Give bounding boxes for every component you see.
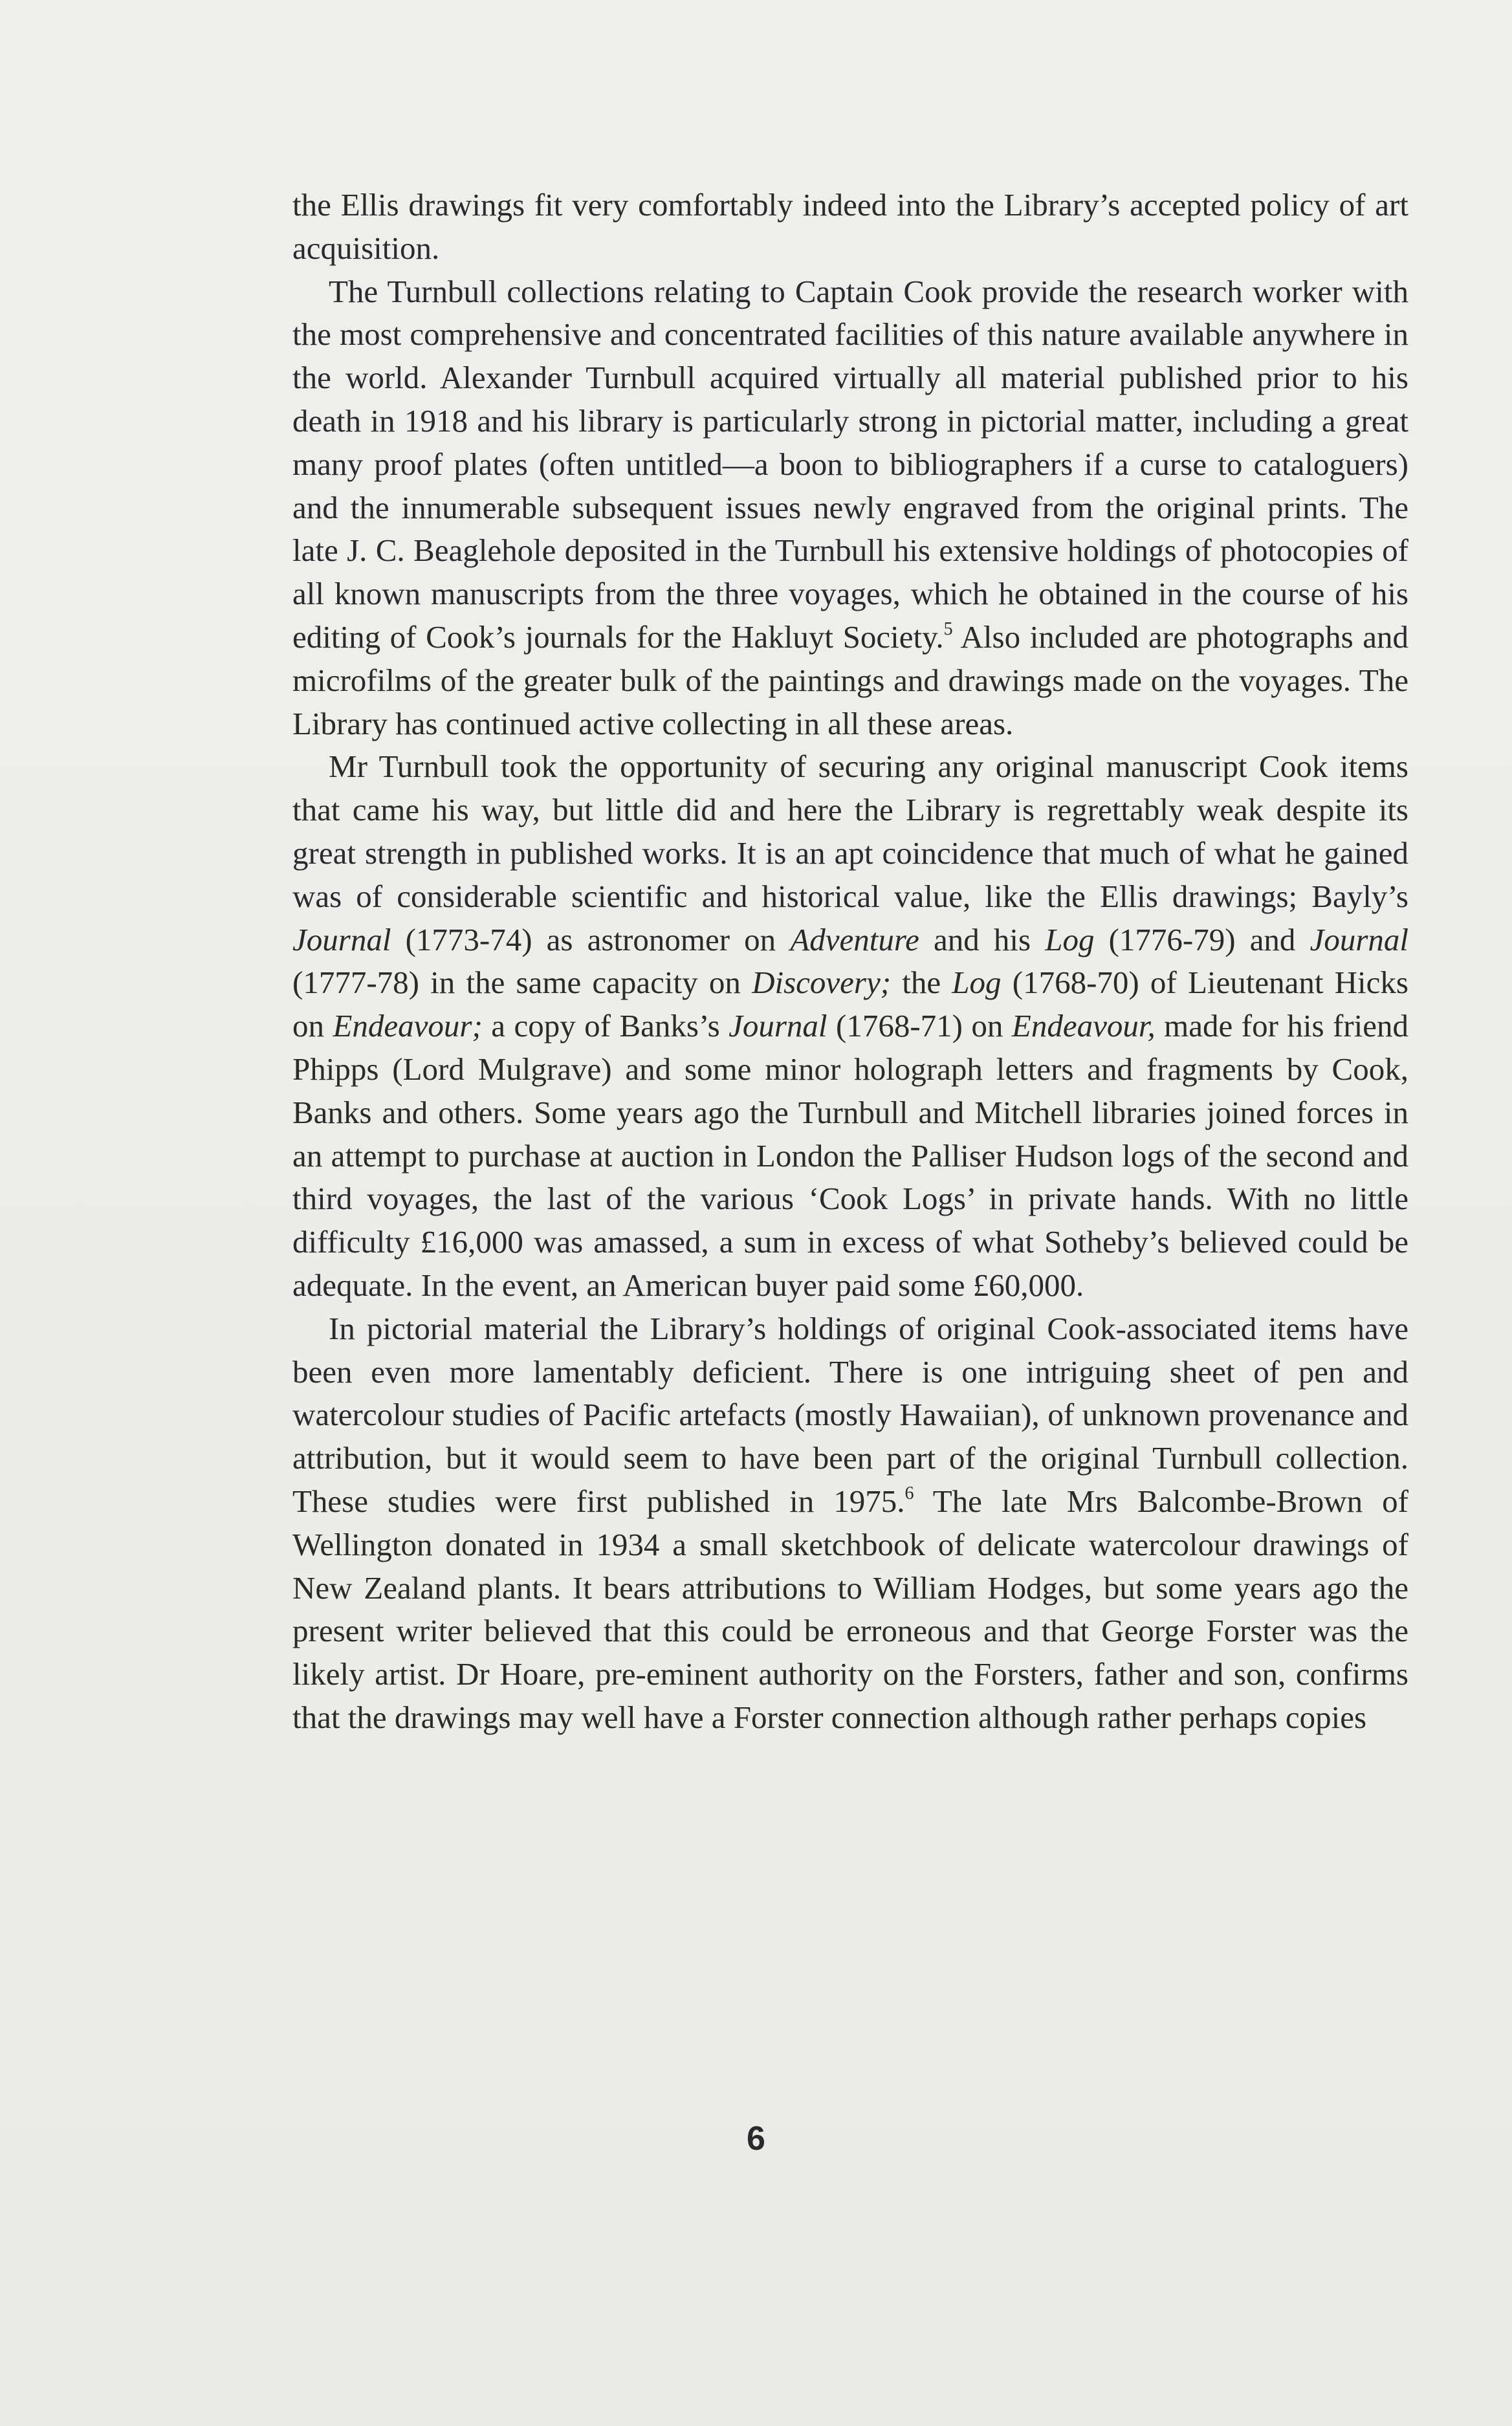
paragraph (292, 270, 1408, 746)
italic-title: Journal (1309, 921, 1409, 957)
text-run: In pictorial material the Library’s holdings of original Cook-associated items have been even more lamentably deficient. There is one intriguing sheet of pen and watercolour studies of Pacific artefacts (mostly Hawaiian), of unknown provenance and attribution, but it would seem to have been part of the original Turnbull collection. These studies were first published in 1975. (292, 1310, 1408, 1519)
italic-title: Endeavour, (1011, 1008, 1156, 1044)
text-run: (1768-70) of Lieutenant Hicks on (292, 965, 1408, 1044)
paragraph (292, 184, 1408, 270)
text-run: Also included are photographs and microfilms of the greater bulk of the paintings and drawings made on the voyages. The Library has continued active collecting in all these areas. (292, 618, 1408, 741)
text-run: The Turnbull collections relating to Captain Cook provide the research worker with the most comprehensive and concentrated facilities of this nature available anywhere in the world. Alexander Turnbull acquired virtually all material published prior to his death in 1918 and his library is particularly strong in pictorial matter, including a great many proof plates (often untitled—a boon to bibliographers if a curse to cataloguers) and the innumerable subsequent issues newly engraved from the original prints. The late J. C. Beaglehole deposited in the Turnbull his extensive holdings of photocopies of all known manuscripts from the three voyages, which he obtained in the course of his editing of Cook’s journals for the Hakluyt Society. (292, 273, 1408, 655)
text-run: the Ellis drawings fit very comfortably indeed into the Library’s accepted policy of art acquisition. (292, 187, 1408, 266)
footnote-ref: 5 (943, 618, 953, 639)
italic-title: Log (952, 965, 1002, 1001)
text-run: Mr Turnbull took the opportunity of securing any original manuscript Cook items that came his way, but little did and here the Library is regrettably weak despite its great strength in published works. It is an apt coincidence that much of what he gained was of considerable scientific and historical value, like the Ellis drawings; Bayly’s (292, 749, 1408, 914)
text-run: the (891, 965, 952, 1001)
paragraph (292, 1307, 1408, 1740)
text-run: (1777-78) in the same capacity on (292, 965, 752, 1001)
text-run: and his (919, 921, 1046, 957)
paragraph (292, 745, 1408, 1307)
italic-title: Journal (292, 921, 391, 957)
italic-title: Adventure (790, 921, 919, 957)
text-run: (1768-71) on (827, 1008, 1012, 1044)
text-run: (1773-74) as astronomer on (391, 921, 791, 957)
footnote-ref: 6 (904, 1483, 914, 1503)
text-run: (1776-79) and (1094, 921, 1310, 957)
italic-title: Discovery; (752, 965, 892, 1001)
text-run: a copy of Banks’s (482, 1008, 729, 1044)
text-run: The late Mrs Balcombe-Brown of Wellington donated in 1934 a small sketchbook of delicate watercolour drawings of New Zealand plants. It bears attributions to William Hodges, but some years ago the present writer believed that this could be erroneous and that George Forster was the likely artist. Dr Hoare, pre-eminent authority on the Forsters, father and son, confirms that the drawings may well have a Forster connection although rather perhaps copies (292, 1483, 1408, 1735)
italic-title: Log (1045, 921, 1095, 957)
text-run: made for his friend Phipps (Lord Mulgrave) and some minor holograph letters and fragments by Cook, Banks and others. Some years ago the Turnbull and Mitchell libraries joined forces in an attempt to purchase at auction in London the Palliser Hudson logs of the second and third voyages, the last of the various ‘Cook Logs’ in private hands. With no little difficulty £16,000 was amassed, a sum in excess of what Sotheby’s believed could be adequate. In the event, an American buyer paid some £60,000. (292, 1008, 1408, 1303)
italic-title: Journal (729, 1008, 827, 1044)
page-number: 6 (747, 2120, 765, 2158)
body-text (292, 184, 1408, 1740)
italic-title: Endeavour; (333, 1008, 483, 1044)
